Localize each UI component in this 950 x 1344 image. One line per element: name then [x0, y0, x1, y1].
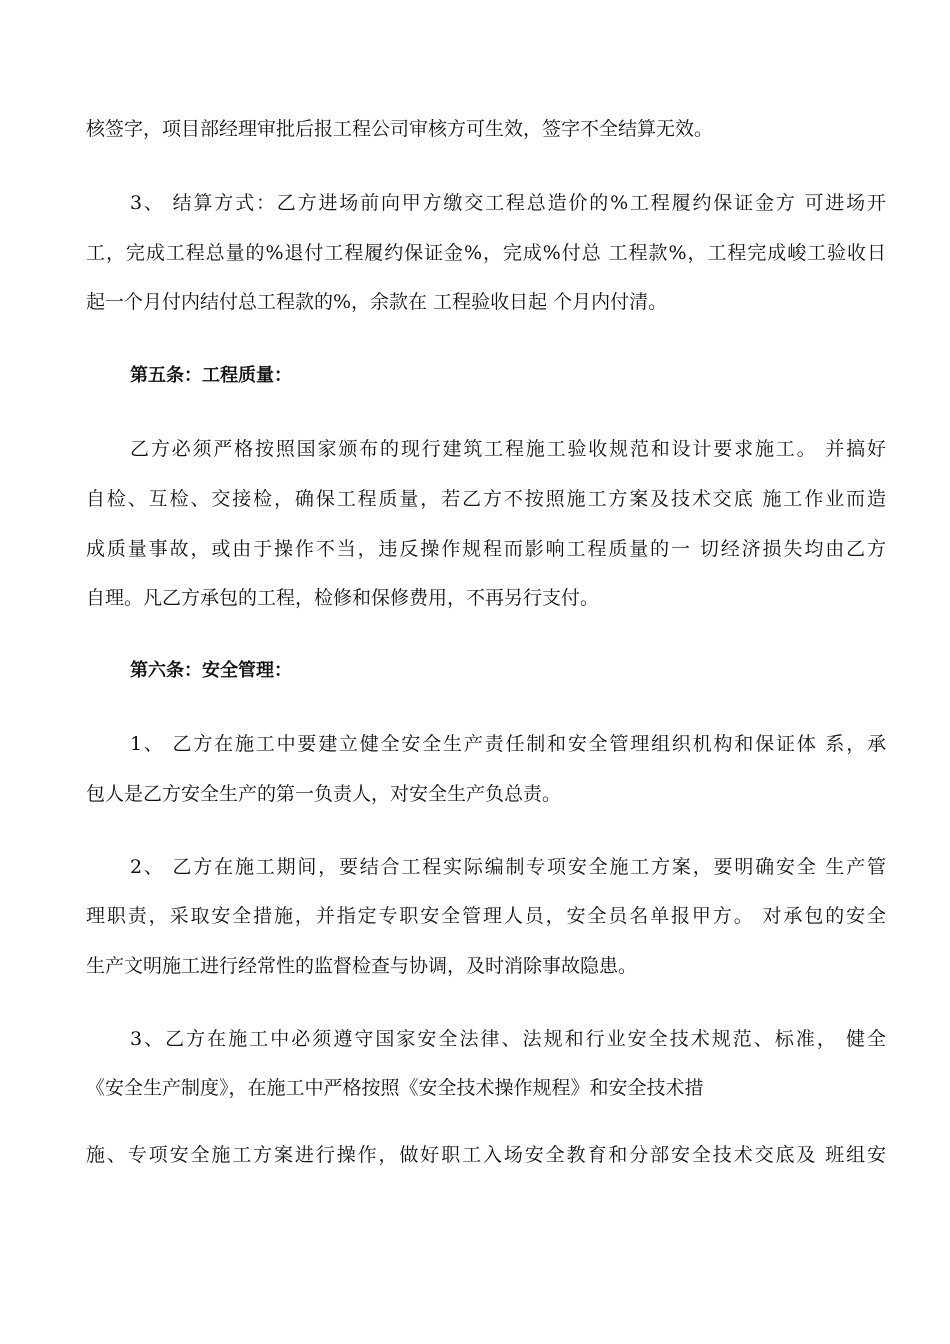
paragraph-line: 成质量事故，或由于操作不当，违反操作规程而影响工程质量的一 切经济损失均由乙方 [86, 538, 886, 560]
paragraph-line: 乙方必须严格按照国家颁布的现行建筑工程施工验收规范和设计要求施工。 并搞好 [130, 438, 886, 460]
paragraph-line: 包人是乙方安全生产的第一负责人，对安全生产负总责。 [86, 783, 562, 805]
paragraph-line: 3、 结算方式：乙方进场前向甲方缴交工程总造价的%工程履约保证金方 可进场开 [130, 192, 886, 214]
paragraph-line: 理职责，采取安全措施，并指定专职安全管理人员，安全员名单报甲方。 对承包的安全 [86, 905, 886, 927]
section-heading: 第六条：安全管理： [130, 660, 292, 681]
paragraph-line: 起一个月付内结付总工程款的%，余款在 工程验收日起 个月内付清。 [86, 291, 668, 313]
paragraph-line: 自检、互检、交接检，确保工程质量，若乙方不按照施工方案及技术交底 施工作业而造 [86, 488, 886, 510]
paragraph-line: 施、专项安全施工方案进行操作，做好职工入场安全教育和分部安全技术交底及 班组安 [86, 1144, 886, 1166]
paragraph-line: 1、 乙方在施工中要建立健全安全生产责任制和安全管理组织机构和保证体 系，承 [130, 733, 886, 755]
section-heading: 第五条：工程质量： [130, 365, 292, 386]
paragraph-line: 生产文明施工进行经常性的监督检查与协调，及时消除事故隐患。 [86, 955, 638, 977]
paragraph-line: 2、 乙方在施工期间，要结合工程实际编制专项安全施工方案，要明确安全 生产管 [130, 856, 886, 878]
paragraph-line: 《安全生产制度》，在施工中严格按照《安全技术操作规程》和安全技术措 [86, 1077, 704, 1099]
paragraph-line: 3、乙方在施工中必须遵守国家安全法律、法规和行业安全技术规范、标准， 健全 [130, 1028, 886, 1050]
paragraph-line: 工，完成工程总量的%退付工程履约保证金%，完成%付总 工程款%，工程完成峻工验收日 [86, 242, 886, 264]
paragraph-line: 核签字，项目部经理审批后报工程公司审核方可生效，签字不全结算无效。 [86, 118, 714, 140]
paragraph-line: 自理。凡乙方承包的工程，检修和保修费用，不再另行支付。 [86, 587, 600, 609]
